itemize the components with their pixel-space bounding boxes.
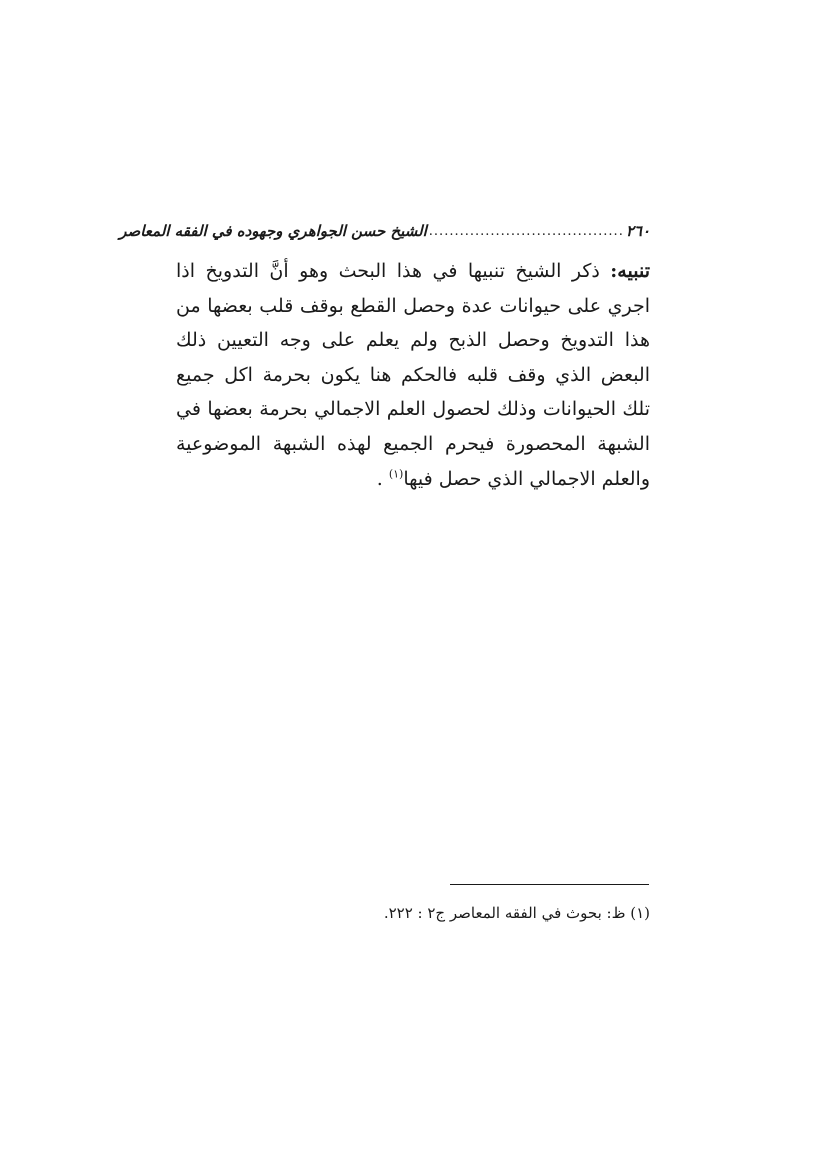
footnote-divider (450, 884, 649, 885)
main-paragraph (176, 254, 650, 496)
footnote-text: (١) ظ: بحوث في الفقه المعاصر ج٢ : ٢٢٢. (383, 904, 650, 922)
paragraph-closing: . (376, 467, 389, 490)
note-label: تنبيه: (610, 260, 650, 282)
running-header (119, 216, 650, 246)
paragraph-text: ذكر الشيخ تنبيها في هذا البحث وهو أنَّ التدويخ اذا اجري على حيوانات عدة وحصل القطع بوقف قلب بعضها من هذا التدويخ وحصل الذبح ولم يعلم على وجه التعيين ذلك البعض الذي وقف قلبه فالحكم هنا يكون بحرمة اكل جميع تلك الحيوانات وذلك لحصول العلم الاجمالي بحرمة بعضها في الشبهة المحصورة فيحرم الجميع لهذه الشبهة الموضوعية والعلم الاجمالي الذي حصل فيها (176, 260, 650, 490)
paragraph (176, 254, 650, 496)
header-leader-dots: ...................................... (428, 223, 624, 239)
running-header-title: الشيخ حسن الجواهري وجهوده في الفقه المعاصر (119, 222, 427, 240)
footnote-1 (176, 902, 650, 924)
footnote-reference[interactable]: (١) (388, 467, 404, 481)
page-number: ٢٦٠ (625, 222, 650, 240)
